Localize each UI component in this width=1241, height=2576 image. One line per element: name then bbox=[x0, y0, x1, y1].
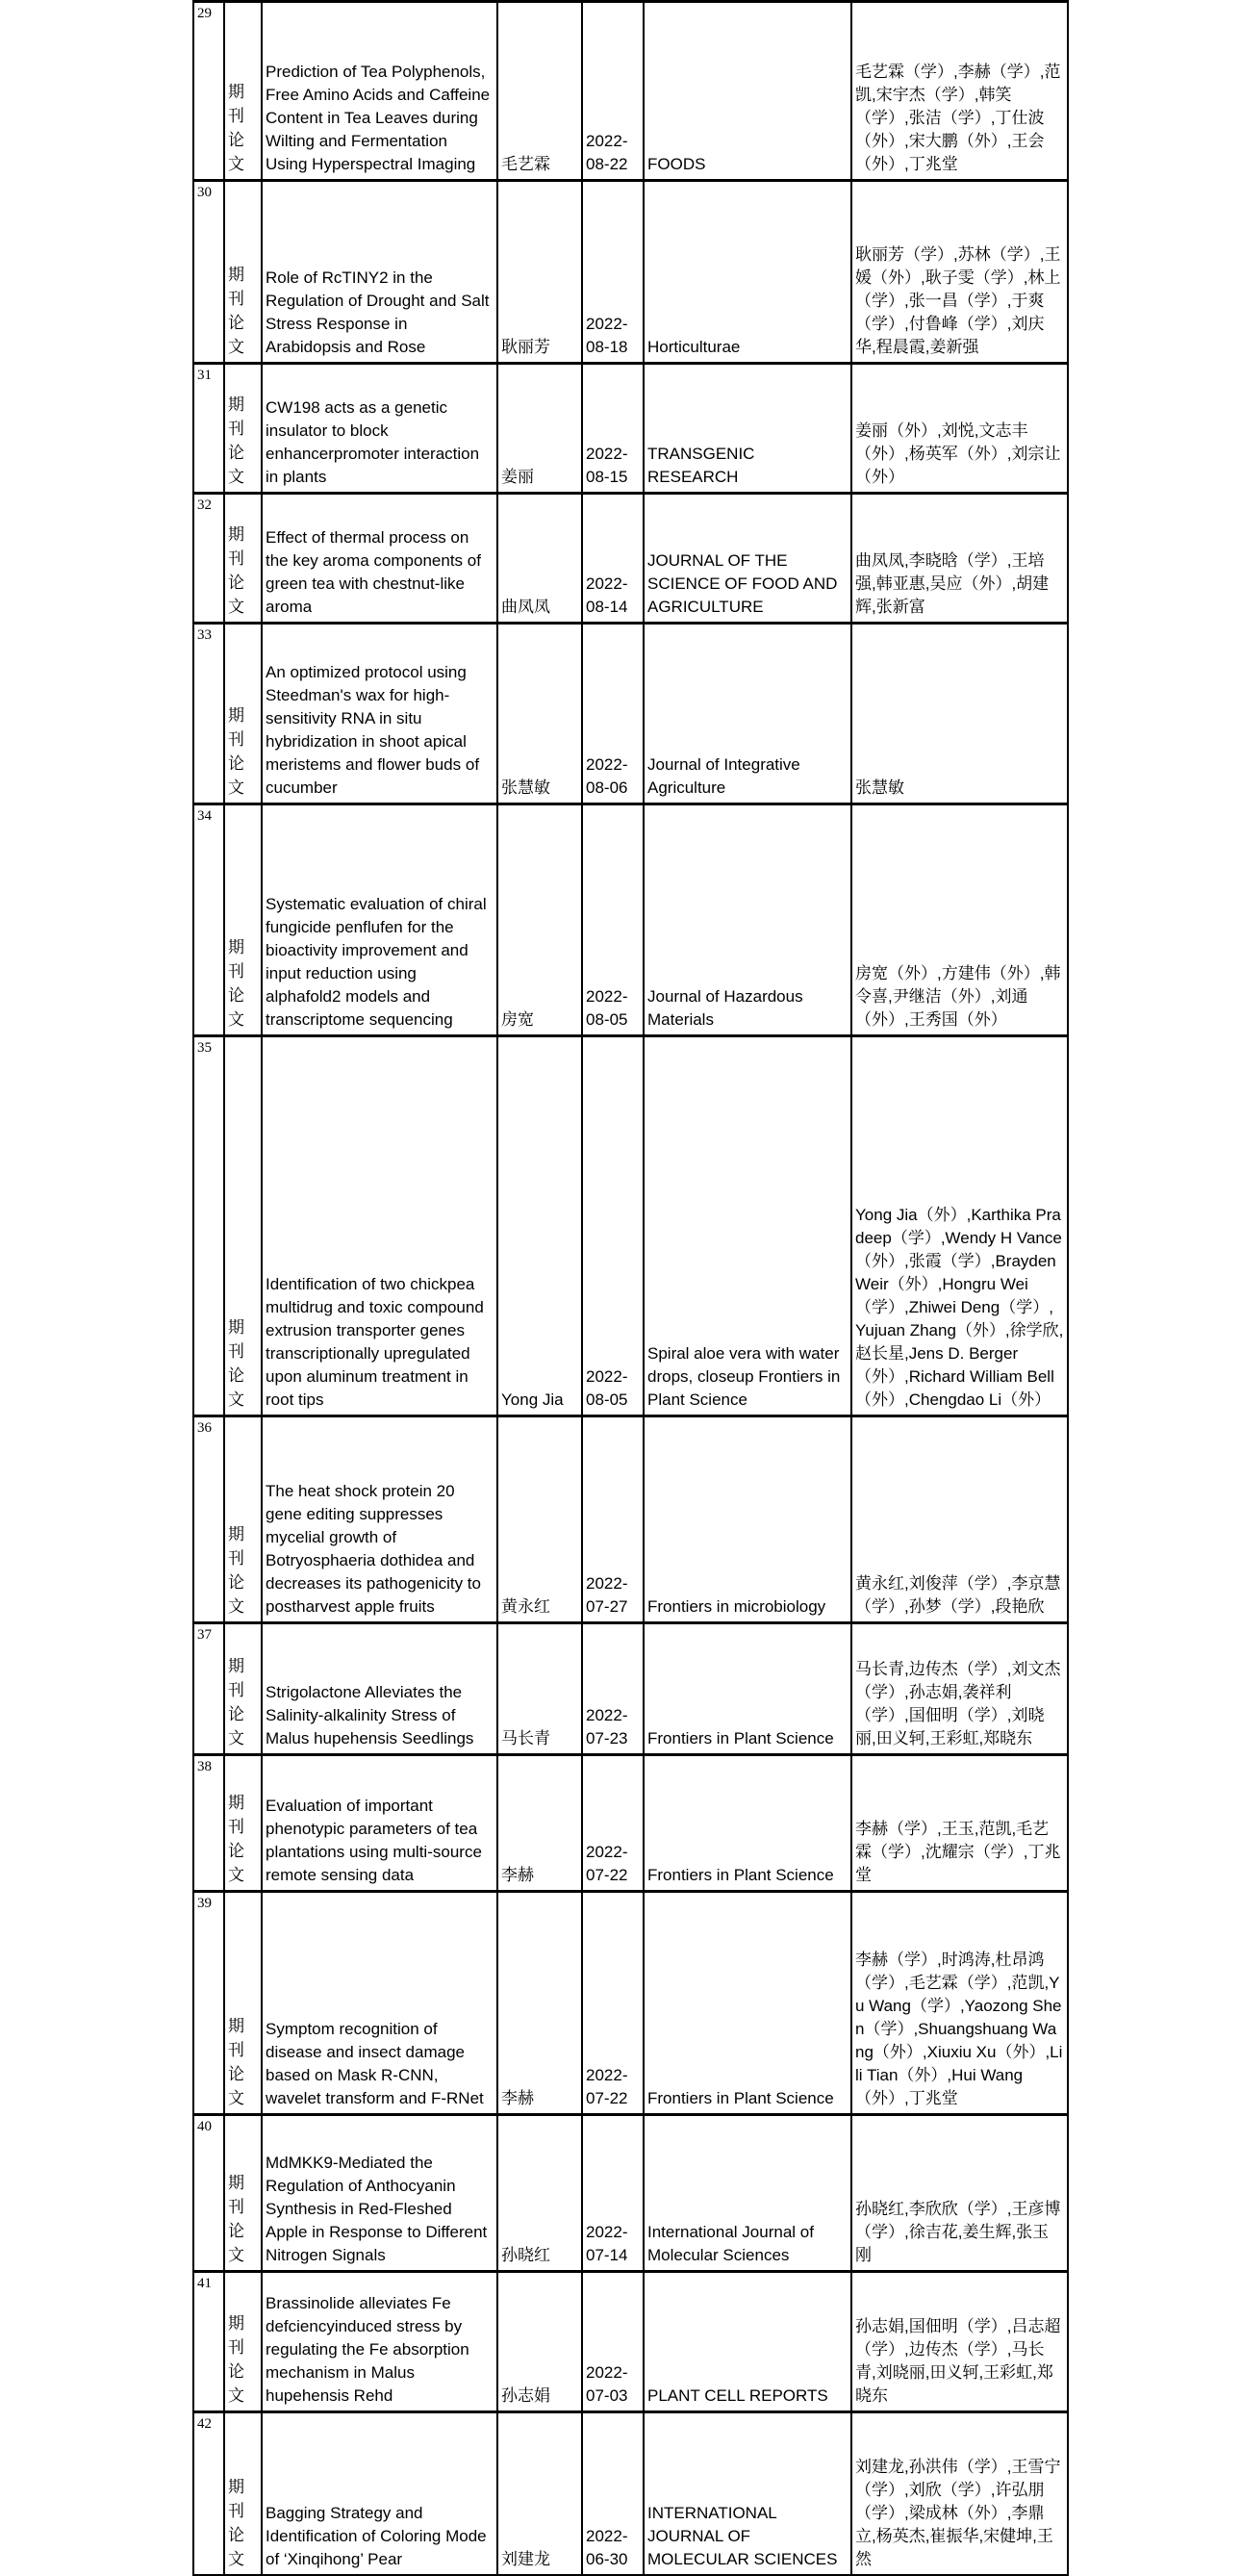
title-cell: CW198 acts as a genetic insulator to block enhancerpromoter interaction in plants bbox=[262, 364, 497, 494]
title-cell: Identification of two chickpea multidrug and toxic compound extrusion transporter genes transcriptionally upregulated upon aluminum treatment in root tips bbox=[262, 1036, 497, 1416]
first-author-cell: 刘建龙 bbox=[497, 2412, 582, 2576]
paper-type-cell bbox=[224, 181, 262, 364]
authors-cell bbox=[851, 364, 1068, 494]
first-author-cell: 张慧敏 bbox=[497, 624, 582, 804]
table-row bbox=[193, 364, 1068, 494]
date-cell: 2022-08-05 bbox=[582, 804, 644, 1036]
paper-type-label: 期刊论文 bbox=[228, 1794, 244, 1884]
paper-type-cell bbox=[224, 1416, 262, 1623]
first-author-cell: 曲凤凤 bbox=[497, 494, 582, 624]
date-cell: 2022-07-27 bbox=[582, 1416, 644, 1623]
first-author-cell: 姜丽 bbox=[497, 364, 582, 494]
date-cell: 2022-08-14 bbox=[582, 494, 644, 624]
title-cell: Strigolactone Alleviates the Salinity-alkalinity Stress of Malus hupehensis Seedlings bbox=[262, 1623, 497, 1755]
paper-type-label: 期刊论文 bbox=[228, 2478, 244, 2568]
date-cell: 2022-08-22 bbox=[582, 2, 644, 181]
first-author-cell: Yong Jia bbox=[497, 1036, 582, 1416]
authors-list: 李赫（学）,时鸿涛,杜昂鸿（学）,毛艺霖（学）,范凯,Yu Wang（学）,Yaozong Shen（学）,Shuangshuang Wang（外）,Xiuxiu Xu（外）,Lili Tian（外）,Hui Wang（外）,丁兆堂 bbox=[855, 1951, 1063, 2107]
authors-cell bbox=[851, 2, 1068, 181]
first-author-cell: 黄永红 bbox=[497, 1416, 582, 1623]
row-number-cell: 30 bbox=[193, 181, 224, 364]
table-row bbox=[193, 2412, 1068, 2576]
table-row bbox=[193, 804, 1068, 1036]
publication-table-region bbox=[192, 0, 1073, 2576]
authors-cell bbox=[851, 1755, 1068, 1892]
paper-type-cell bbox=[224, 1623, 262, 1755]
journal-cell: Journal of Hazardous Materials bbox=[644, 804, 851, 1036]
journal-cell: TRANSGENIC RESEARCH bbox=[644, 364, 851, 494]
date-cell: 2022-08-15 bbox=[582, 364, 644, 494]
authors-list: 孙志娟,国佃明（学）,吕志超（学）,边传杰（学）,马长青,刘晓丽,田义轲,王彩虹,郑晓东 bbox=[855, 2317, 1061, 2405]
authors-list: 黄永红,刘俊萍（学）,李京慧（学）,孙梦（学）,段艳欣 bbox=[855, 1574, 1061, 1616]
date-cell: 2022-08-06 bbox=[582, 624, 644, 804]
row-number-cell: 34 bbox=[193, 804, 224, 1036]
journal-cell: International Journal of Molecular Sciences bbox=[644, 2115, 851, 2272]
journal-cell: PLANT CELL REPORTS bbox=[644, 2272, 851, 2412]
paper-type-label: 期刊论文 bbox=[228, 525, 244, 616]
authors-cell bbox=[851, 2272, 1068, 2412]
paper-type-label: 期刊论文 bbox=[228, 83, 244, 173]
date-cell: 2022-07-23 bbox=[582, 1623, 644, 1755]
first-author-cell: 耿丽芳 bbox=[497, 181, 582, 364]
authors-list: 刘建龙,孙洪伟（学）,王雪宁（学）,刘欣（学）,许弘朋（学）,梁成林（外）,李鼎立,杨英杰,崔振华,宋健坤,王然 bbox=[855, 2458, 1061, 2568]
paper-type-label: 期刊论文 bbox=[228, 395, 244, 486]
paper-type-label: 期刊论文 bbox=[228, 2174, 244, 2264]
paper-type-cell bbox=[224, 1892, 262, 2115]
table-row bbox=[193, 1416, 1068, 1623]
table-row bbox=[193, 494, 1068, 624]
authors-list: Yong Jia（外）,Karthika Pradeep（学）,Wendy H Vance（外）,张霞（学）,Brayden Weir（外）,Hongru Wei（学）,Zhiwei Deng（学）,Yujuan Zhang（外）,徐学欣,赵长星,Jens D. Berger（外）,Richard William Bell（外）,Chengdao Li（外） bbox=[855, 1206, 1064, 1409]
authors-cell bbox=[851, 624, 1068, 804]
journal-cell: Frontiers in Plant Science bbox=[644, 1892, 851, 2115]
title-cell: Evaluation of important phenotypic parameters of tea plantations using multi-source remote sensing data bbox=[262, 1755, 497, 1892]
paper-type-cell bbox=[224, 1755, 262, 1892]
row-number-cell: 29 bbox=[193, 2, 224, 181]
paper-type-cell bbox=[224, 1036, 262, 1416]
paper-type-cell bbox=[224, 494, 262, 624]
authors-cell bbox=[851, 1623, 1068, 1755]
title-cell: MdMKK9-Mediated the Regulation of Anthocyanin Synthesis in Red-Fleshed Apple in Response to Different Nitrogen Signals bbox=[262, 2115, 497, 2272]
paper-type-label: 期刊论文 bbox=[228, 1525, 244, 1616]
paper-type-cell bbox=[224, 804, 262, 1036]
journal-cell: INTERNATIONAL JOURNAL OF MOLECULAR SCIENCES bbox=[644, 2412, 851, 2576]
authors-list: 毛艺霖（学）,李赫（学）,范凯,宋宇杰（学）,韩笑（学）,张洁（学）,丁仕波（外）,宋大鹏（外）,王会（外）,丁兆堂 bbox=[855, 63, 1061, 173]
authors-list: 房宽（外）,方建伟（外）,韩令喜,尹继洁（外）,刘通（外）,王秀国（外） bbox=[855, 964, 1061, 1029]
row-number-cell: 42 bbox=[193, 2412, 224, 2576]
table-row bbox=[193, 2, 1068, 181]
journal-cell: Frontiers in Plant Science bbox=[644, 1755, 851, 1892]
authors-list: 马长青,边传杰（学）,刘文杰（学）,孙志娟,袭祥利（学）,国佃明（学）,刘晓丽,田义轲,王彩虹,郑晓东 bbox=[855, 1660, 1061, 1747]
authors-cell bbox=[851, 804, 1068, 1036]
first-author-cell: 孙志娟 bbox=[497, 2272, 582, 2412]
authors-cell bbox=[851, 1036, 1068, 1416]
date-cell: 2022-08-18 bbox=[582, 181, 644, 364]
journal-cell: FOODS bbox=[644, 2, 851, 181]
journal-cell: Frontiers in Plant Science bbox=[644, 1623, 851, 1755]
table-row bbox=[193, 1755, 1068, 1892]
authors-list: 李赫（学）,王玉,范凯,毛艺霖（学）,沈耀宗（学）,丁兆堂 bbox=[855, 1820, 1061, 1884]
journal-cell: Spiral aloe vera with water drops, closeup Frontiers in Plant Science bbox=[644, 1036, 851, 1416]
row-number-cell: 36 bbox=[193, 1416, 224, 1623]
date-cell: 2022-07-14 bbox=[582, 2115, 644, 2272]
title-cell: An optimized protocol using Steedman's wax for high-sensitivity RNA in situ hybridization in shoot apical meristems and flower buds of cucumber bbox=[262, 624, 497, 804]
row-number-cell: 33 bbox=[193, 624, 224, 804]
table-row bbox=[193, 1036, 1068, 1416]
table-row bbox=[193, 624, 1068, 804]
date-cell: 2022-06-30 bbox=[582, 2412, 644, 2576]
row-number-cell: 35 bbox=[193, 1036, 224, 1416]
table-row bbox=[193, 1892, 1068, 2115]
authors-list: 张慧敏 bbox=[855, 778, 904, 797]
title-cell: Role of RcTINY2 in the Regulation of Drought and Salt Stress Response in Arabidopsis and Rose bbox=[262, 181, 497, 364]
title-cell: Effect of thermal process on the key aroma components of green tea with chestnut-like aroma bbox=[262, 494, 497, 624]
title-cell: Symptom recognition of disease and insect damage based on Mask R-CNN, wavelet transform and F-RNet bbox=[262, 1892, 497, 2115]
paper-type-label: 期刊论文 bbox=[228, 266, 244, 356]
paper-type-cell bbox=[224, 2115, 262, 2272]
paper-type-label: 期刊论文 bbox=[228, 2017, 244, 2107]
row-number-cell: 31 bbox=[193, 364, 224, 494]
date-cell: 2022-08-05 bbox=[582, 1036, 644, 1416]
title-cell: Bagging Strategy and Identification of Coloring Mode of ‘Xinqihong’ Pear bbox=[262, 2412, 497, 2576]
title-cell: The heat shock protein 20 gene editing suppresses mycelial growth of Botryosphaeria dothidea and decreases its pathogenicity to postharvest apple fruits bbox=[262, 1416, 497, 1623]
row-number-cell: 32 bbox=[193, 494, 224, 624]
table-row bbox=[193, 2115, 1068, 2272]
authors-cell bbox=[851, 1892, 1068, 2115]
journal-cell: Frontiers in microbiology bbox=[644, 1416, 851, 1623]
table-row bbox=[193, 2272, 1068, 2412]
publications-table bbox=[192, 0, 1069, 2576]
authors-cell bbox=[851, 494, 1068, 624]
title-cell: Prediction of Tea Polyphenols, Free Amino Acids and Caffeine Content in Tea Leaves during Wilting and Fermentation Using Hyperspectral Imaging bbox=[262, 2, 497, 181]
paper-type-cell bbox=[224, 624, 262, 804]
paper-type-label: 期刊论文 bbox=[228, 1657, 244, 1747]
first-author-cell: 毛艺霖 bbox=[497, 2, 582, 181]
authors-list: 姜丽（外）,刘悦,文志丰（外）,杨英军（外）,刘宗让（外） bbox=[855, 421, 1061, 486]
first-author-cell: 李赫 bbox=[497, 1755, 582, 1892]
paper-type-label: 期刊论文 bbox=[228, 706, 244, 797]
date-cell: 2022-07-22 bbox=[582, 1755, 644, 1892]
authors-cell bbox=[851, 1416, 1068, 1623]
journal-cell: Horticulturae bbox=[644, 181, 851, 364]
authors-list: 孙晓红,李欣欣（学）,王彦博（学）,徐吉花,姜生辉,张玉刚 bbox=[855, 2200, 1061, 2264]
title-cell: Systematic evaluation of chiral fungicide penflufen for the bioactivity improvement and input reduction using alphafold2 models and transcriptome sequencing bbox=[262, 804, 497, 1036]
paper-type-cell bbox=[224, 2, 262, 181]
table-row bbox=[193, 181, 1068, 364]
journal-cell: JOURNAL OF THE SCIENCE OF FOOD AND AGRICULTURE bbox=[644, 494, 851, 624]
paper-type-cell bbox=[224, 2412, 262, 2576]
authors-cell bbox=[851, 181, 1068, 364]
paper-type-cell bbox=[224, 364, 262, 494]
row-number-cell: 40 bbox=[193, 2115, 224, 2272]
row-number-cell: 38 bbox=[193, 1755, 224, 1892]
table-row bbox=[193, 1623, 1068, 1755]
date-cell: 2022-07-22 bbox=[582, 1892, 644, 2115]
row-number-cell: 41 bbox=[193, 2272, 224, 2412]
first-author-cell: 马长青 bbox=[497, 1623, 582, 1755]
first-author-cell: 孙晓红 bbox=[497, 2115, 582, 2272]
authors-cell bbox=[851, 2412, 1068, 2576]
row-number-cell: 37 bbox=[193, 1623, 224, 1755]
paper-type-label: 期刊论文 bbox=[228, 1318, 244, 1409]
paper-type-label: 期刊论文 bbox=[228, 938, 244, 1029]
title-cell: Brassinolide alleviates Fe defciencyinduced stress by regulating the Fe absorption mechanism in Malus hupehensis Rehd bbox=[262, 2272, 497, 2412]
row-number-cell: 39 bbox=[193, 1892, 224, 2115]
first-author-cell: 李赫 bbox=[497, 1892, 582, 2115]
authors-cell bbox=[851, 2115, 1068, 2272]
date-cell: 2022-07-03 bbox=[582, 2272, 644, 2412]
authors-list: 曲凤凤,李晓晗（学）,王培强,韩亚惠,吴应（外）,胡建辉,张新富 bbox=[855, 551, 1050, 616]
first-author-cell: 房宽 bbox=[497, 804, 582, 1036]
journal-cell: Journal of Integrative Agriculture bbox=[644, 624, 851, 804]
paper-type-label: 期刊论文 bbox=[228, 2314, 244, 2405]
authors-list: 耿丽芳（学）,苏林（学）,王媛（外）,耿子雯（学）,林上（学）,张一昌（学）,于爽（学）,付鲁峰（学）,刘庆华,程晨霞,姜新强 bbox=[855, 245, 1061, 356]
paper-type-cell bbox=[224, 2272, 262, 2412]
